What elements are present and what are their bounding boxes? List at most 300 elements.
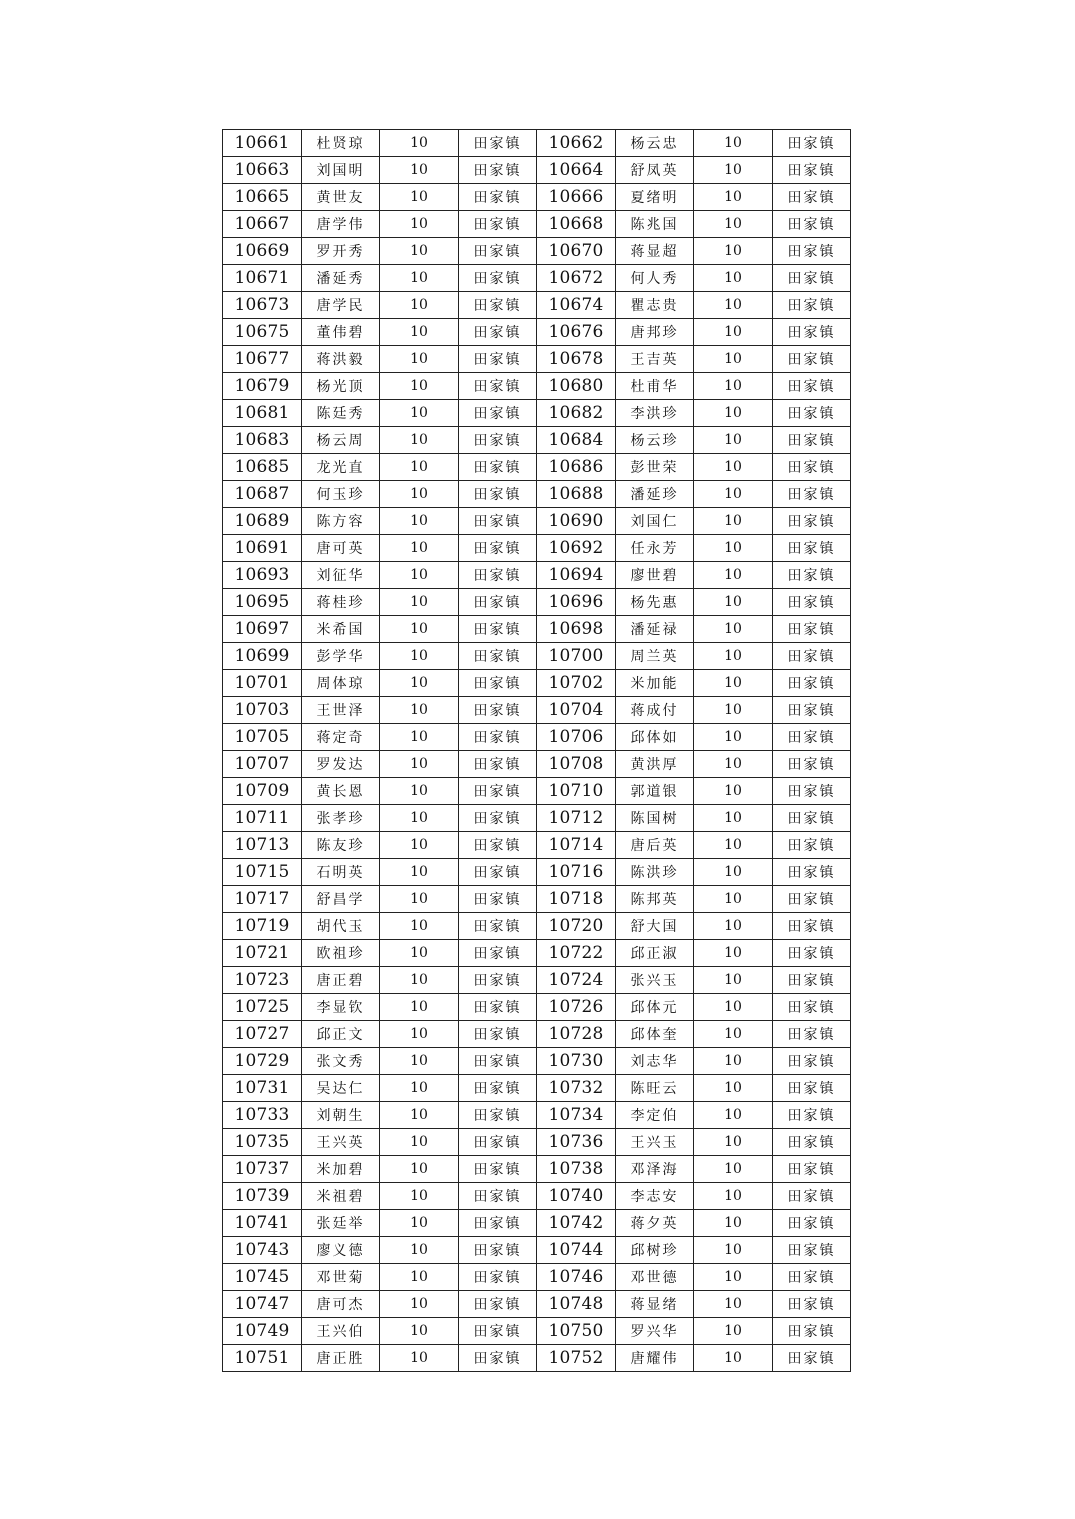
right-id-cell: 10712 [537, 805, 616, 832]
left-value-cell: 10 [380, 1129, 459, 1156]
right-name-cell: 刘志华 [616, 1048, 694, 1075]
right-value-cell: 10 [694, 157, 773, 184]
left-id-cell: 10741 [223, 1210, 302, 1237]
right-id-cell: 10670 [537, 238, 616, 265]
right-name-cell: 黄洪厚 [616, 751, 694, 778]
left-name-cell: 石明英 [302, 859, 380, 886]
left-id-cell: 10695 [223, 589, 302, 616]
left-town-cell: 田家镇 [459, 697, 537, 724]
right-name-cell: 杨云珍 [616, 427, 694, 454]
left-town-cell: 田家镇 [459, 994, 537, 1021]
right-town-cell: 田家镇 [773, 724, 851, 751]
right-value-cell: 10 [694, 1291, 773, 1318]
table-row [223, 913, 851, 940]
left-town-cell: 田家镇 [459, 184, 537, 211]
left-name-cell: 龙光直 [302, 454, 380, 481]
right-id-cell: 10720 [537, 913, 616, 940]
right-town-cell: 田家镇 [773, 751, 851, 778]
left-id-cell: 10725 [223, 994, 302, 1021]
left-value-cell: 10 [380, 508, 459, 535]
right-town-cell: 田家镇 [773, 886, 851, 913]
right-id-cell: 10694 [537, 562, 616, 589]
left-value-cell: 10 [380, 265, 459, 292]
right-name-cell: 杨先惠 [616, 589, 694, 616]
table-row [223, 1129, 851, 1156]
right-value-cell: 10 [694, 1048, 773, 1075]
left-value-cell: 10 [380, 1237, 459, 1264]
left-id-cell: 10681 [223, 400, 302, 427]
left-value-cell: 10 [380, 1345, 459, 1372]
left-id-cell: 10711 [223, 805, 302, 832]
table-row [223, 751, 851, 778]
left-id-cell: 10683 [223, 427, 302, 454]
left-id-cell: 10729 [223, 1048, 302, 1075]
left-value-cell: 10 [380, 481, 459, 508]
right-town-cell: 田家镇 [773, 913, 851, 940]
right-name-cell: 王吉英 [616, 346, 694, 373]
right-value-cell: 10 [694, 1237, 773, 1264]
right-town-cell: 田家镇 [773, 859, 851, 886]
right-town-cell: 田家镇 [773, 643, 851, 670]
right-value-cell: 10 [694, 184, 773, 211]
right-value-cell: 10 [694, 994, 773, 1021]
left-id-cell: 10747 [223, 1291, 302, 1318]
right-id-cell: 10728 [537, 1021, 616, 1048]
right-name-cell: 邱体奎 [616, 1021, 694, 1048]
right-town-cell: 田家镇 [773, 1345, 851, 1372]
left-town-cell: 田家镇 [459, 1129, 537, 1156]
left-id-cell: 10669 [223, 238, 302, 265]
right-id-cell: 10698 [537, 616, 616, 643]
right-name-cell: 蒋成付 [616, 697, 694, 724]
right-value-cell: 10 [694, 1075, 773, 1102]
right-value-cell: 10 [694, 697, 773, 724]
right-value-cell: 10 [694, 886, 773, 913]
right-town-cell: 田家镇 [773, 697, 851, 724]
right-town-cell: 田家镇 [773, 1183, 851, 1210]
table-row [223, 1291, 851, 1318]
left-value-cell: 10 [380, 1291, 459, 1318]
left-town-cell: 田家镇 [459, 859, 537, 886]
left-name-cell: 王兴英 [302, 1129, 380, 1156]
table-row [223, 535, 851, 562]
right-id-cell: 10680 [537, 373, 616, 400]
left-name-cell: 王兴伯 [302, 1318, 380, 1345]
right-id-cell: 10708 [537, 751, 616, 778]
left-town-cell: 田家镇 [459, 724, 537, 751]
table-row [223, 184, 851, 211]
right-id-cell: 10716 [537, 859, 616, 886]
right-value-cell: 10 [694, 292, 773, 319]
right-value-cell: 10 [694, 1183, 773, 1210]
left-name-cell: 罗开秀 [302, 238, 380, 265]
right-name-cell: 蒋显超 [616, 238, 694, 265]
roster-table-body [223, 130, 851, 1372]
left-town-cell: 田家镇 [459, 805, 537, 832]
left-value-cell: 10 [380, 616, 459, 643]
table-row [223, 211, 851, 238]
left-value-cell: 10 [380, 697, 459, 724]
table-row [223, 832, 851, 859]
right-town-cell: 田家镇 [773, 994, 851, 1021]
right-town-cell: 田家镇 [773, 373, 851, 400]
left-id-cell: 10717 [223, 886, 302, 913]
left-value-cell: 10 [380, 211, 459, 238]
right-value-cell: 10 [694, 535, 773, 562]
left-id-cell: 10739 [223, 1183, 302, 1210]
left-name-cell: 黄世友 [302, 184, 380, 211]
left-id-cell: 10743 [223, 1237, 302, 1264]
left-value-cell: 10 [380, 670, 459, 697]
left-town-cell: 田家镇 [459, 1318, 537, 1345]
left-value-cell: 10 [380, 373, 459, 400]
right-value-cell: 10 [694, 778, 773, 805]
table-row [223, 589, 851, 616]
right-id-cell: 10684 [537, 427, 616, 454]
right-town-cell: 田家镇 [773, 454, 851, 481]
left-value-cell: 10 [380, 832, 459, 859]
left-name-cell: 杜贤琼 [302, 130, 380, 157]
left-id-cell: 10719 [223, 913, 302, 940]
right-name-cell: 陈旺云 [616, 1075, 694, 1102]
right-id-cell: 10690 [537, 508, 616, 535]
right-town-cell: 田家镇 [773, 1102, 851, 1129]
left-value-cell: 10 [380, 535, 459, 562]
left-id-cell: 10693 [223, 562, 302, 589]
right-name-cell: 何人秀 [616, 265, 694, 292]
right-id-cell: 10686 [537, 454, 616, 481]
table-row [223, 994, 851, 1021]
right-value-cell: 10 [694, 427, 773, 454]
right-town-cell: 田家镇 [773, 562, 851, 589]
left-name-cell: 陈方容 [302, 508, 380, 535]
right-value-cell: 10 [694, 130, 773, 157]
left-name-cell: 唐可英 [302, 535, 380, 562]
left-town-cell: 田家镇 [459, 967, 537, 994]
left-id-cell: 10685 [223, 454, 302, 481]
left-value-cell: 10 [380, 805, 459, 832]
right-name-cell: 张兴玉 [616, 967, 694, 994]
table-row [223, 778, 851, 805]
right-name-cell: 刘国仁 [616, 508, 694, 535]
right-town-cell: 田家镇 [773, 805, 851, 832]
left-id-cell: 10749 [223, 1318, 302, 1345]
right-value-cell: 10 [694, 1345, 773, 1372]
right-id-cell: 10704 [537, 697, 616, 724]
table-row [223, 1183, 851, 1210]
right-name-cell: 任永芳 [616, 535, 694, 562]
table-row [223, 1210, 851, 1237]
right-value-cell: 10 [694, 643, 773, 670]
left-town-cell: 田家镇 [459, 589, 537, 616]
left-value-cell: 10 [380, 643, 459, 670]
right-name-cell: 陈洪珍 [616, 859, 694, 886]
left-town-cell: 田家镇 [459, 211, 537, 238]
left-id-cell: 10745 [223, 1264, 302, 1291]
left-town-cell: 田家镇 [459, 616, 537, 643]
right-name-cell: 唐邦珍 [616, 319, 694, 346]
right-name-cell: 潘延珍 [616, 481, 694, 508]
right-id-cell: 10724 [537, 967, 616, 994]
right-name-cell: 潘延禄 [616, 616, 694, 643]
table-row [223, 130, 851, 157]
right-id-cell: 10666 [537, 184, 616, 211]
left-name-cell: 唐学民 [302, 292, 380, 319]
left-id-cell: 10699 [223, 643, 302, 670]
right-town-cell: 田家镇 [773, 157, 851, 184]
left-value-cell: 10 [380, 1264, 459, 1291]
left-town-cell: 田家镇 [459, 1264, 537, 1291]
right-id-cell: 10688 [537, 481, 616, 508]
table-row [223, 1237, 851, 1264]
left-town-cell: 田家镇 [459, 238, 537, 265]
right-name-cell: 唐耀伟 [616, 1345, 694, 1372]
left-id-cell: 10675 [223, 319, 302, 346]
left-id-cell: 10715 [223, 859, 302, 886]
right-name-cell: 周兰英 [616, 643, 694, 670]
right-name-cell: 罗兴华 [616, 1318, 694, 1345]
right-value-cell: 10 [694, 562, 773, 589]
left-town-cell: 田家镇 [459, 400, 537, 427]
right-value-cell: 10 [694, 319, 773, 346]
left-town-cell: 田家镇 [459, 1102, 537, 1129]
right-id-cell: 10722 [537, 940, 616, 967]
left-value-cell: 10 [380, 130, 459, 157]
left-value-cell: 10 [380, 346, 459, 373]
right-id-cell: 10696 [537, 589, 616, 616]
left-id-cell: 10663 [223, 157, 302, 184]
left-name-cell: 欧祖珍 [302, 940, 380, 967]
table-row [223, 1318, 851, 1345]
left-id-cell: 10727 [223, 1021, 302, 1048]
left-town-cell: 田家镇 [459, 265, 537, 292]
right-name-cell: 邓世德 [616, 1264, 694, 1291]
table-row [223, 859, 851, 886]
left-value-cell: 10 [380, 238, 459, 265]
left-town-cell: 田家镇 [459, 1345, 537, 1372]
right-id-cell: 10674 [537, 292, 616, 319]
left-value-cell: 10 [380, 454, 459, 481]
left-name-cell: 唐正碧 [302, 967, 380, 994]
left-name-cell: 吴达仁 [302, 1075, 380, 1102]
left-value-cell: 10 [380, 319, 459, 346]
left-value-cell: 10 [380, 400, 459, 427]
right-value-cell: 10 [694, 751, 773, 778]
right-id-cell: 10718 [537, 886, 616, 913]
left-name-cell: 刘国明 [302, 157, 380, 184]
left-id-cell: 10687 [223, 481, 302, 508]
table-row [223, 427, 851, 454]
roster-table [222, 129, 851, 1372]
right-name-cell: 舒大国 [616, 913, 694, 940]
table-row [223, 1345, 851, 1372]
right-id-cell: 10748 [537, 1291, 616, 1318]
right-value-cell: 10 [694, 1021, 773, 1048]
left-town-cell: 田家镇 [459, 535, 537, 562]
right-id-cell: 10740 [537, 1183, 616, 1210]
right-name-cell: 邱正淑 [616, 940, 694, 967]
right-town-cell: 田家镇 [773, 265, 851, 292]
right-town-cell: 田家镇 [773, 319, 851, 346]
table-row [223, 1102, 851, 1129]
left-town-cell: 田家镇 [459, 1021, 537, 1048]
right-value-cell: 10 [694, 508, 773, 535]
left-town-cell: 田家镇 [459, 670, 537, 697]
table-row [223, 940, 851, 967]
left-value-cell: 10 [380, 1318, 459, 1345]
left-value-cell: 10 [380, 778, 459, 805]
left-name-cell: 刘征华 [302, 562, 380, 589]
left-id-cell: 10723 [223, 967, 302, 994]
left-value-cell: 10 [380, 1075, 459, 1102]
left-value-cell: 10 [380, 994, 459, 1021]
left-id-cell: 10661 [223, 130, 302, 157]
right-value-cell: 10 [694, 265, 773, 292]
right-name-cell: 李定伯 [616, 1102, 694, 1129]
right-town-cell: 田家镇 [773, 130, 851, 157]
left-value-cell: 10 [380, 1210, 459, 1237]
right-value-cell: 10 [694, 616, 773, 643]
left-town-cell: 田家镇 [459, 508, 537, 535]
right-value-cell: 10 [694, 1102, 773, 1129]
right-name-cell: 陈国树 [616, 805, 694, 832]
table-row [223, 1048, 851, 1075]
left-town-cell: 田家镇 [459, 1075, 537, 1102]
right-value-cell: 10 [694, 832, 773, 859]
right-name-cell: 舒凤英 [616, 157, 694, 184]
right-name-cell: 邓泽海 [616, 1156, 694, 1183]
left-town-cell: 田家镇 [459, 886, 537, 913]
left-town-cell: 田家镇 [459, 1210, 537, 1237]
right-town-cell: 田家镇 [773, 1264, 851, 1291]
table-row [223, 643, 851, 670]
table-row [223, 697, 851, 724]
right-name-cell: 蒋夕英 [616, 1210, 694, 1237]
right-town-cell: 田家镇 [773, 1075, 851, 1102]
left-town-cell: 田家镇 [459, 1048, 537, 1075]
left-town-cell: 田家镇 [459, 481, 537, 508]
left-id-cell: 10673 [223, 292, 302, 319]
left-town-cell: 田家镇 [459, 292, 537, 319]
right-name-cell: 邱体如 [616, 724, 694, 751]
left-name-cell: 刘朝生 [302, 1102, 380, 1129]
right-name-cell: 邱体元 [616, 994, 694, 1021]
right-town-cell: 田家镇 [773, 427, 851, 454]
right-id-cell: 10746 [537, 1264, 616, 1291]
right-id-cell: 10738 [537, 1156, 616, 1183]
left-town-cell: 田家镇 [459, 940, 537, 967]
right-name-cell: 郭道银 [616, 778, 694, 805]
left-id-cell: 10721 [223, 940, 302, 967]
right-town-cell: 田家镇 [773, 589, 851, 616]
left-name-cell: 胡代玉 [302, 913, 380, 940]
left-id-cell: 10665 [223, 184, 302, 211]
right-id-cell: 10662 [537, 130, 616, 157]
right-town-cell: 田家镇 [773, 481, 851, 508]
right-value-cell: 10 [694, 211, 773, 238]
right-id-cell: 10710 [537, 778, 616, 805]
right-id-cell: 10678 [537, 346, 616, 373]
left-id-cell: 10667 [223, 211, 302, 238]
table-row [223, 724, 851, 751]
left-town-cell: 田家镇 [459, 1156, 537, 1183]
right-id-cell: 10744 [537, 1237, 616, 1264]
table-row [223, 670, 851, 697]
left-name-cell: 唐可杰 [302, 1291, 380, 1318]
right-name-cell: 米加能 [616, 670, 694, 697]
left-id-cell: 10733 [223, 1102, 302, 1129]
right-name-cell: 杜甫华 [616, 373, 694, 400]
right-value-cell: 10 [694, 967, 773, 994]
left-id-cell: 10679 [223, 373, 302, 400]
right-id-cell: 10736 [537, 1129, 616, 1156]
left-id-cell: 10707 [223, 751, 302, 778]
right-value-cell: 10 [694, 724, 773, 751]
left-town-cell: 田家镇 [459, 319, 537, 346]
table-row [223, 454, 851, 481]
right-town-cell: 田家镇 [773, 238, 851, 265]
right-name-cell: 邱树珍 [616, 1237, 694, 1264]
left-name-cell: 邱正文 [302, 1021, 380, 1048]
right-id-cell: 10664 [537, 157, 616, 184]
table-row [223, 1075, 851, 1102]
right-name-cell: 陈兆国 [616, 211, 694, 238]
table-row [223, 508, 851, 535]
left-id-cell: 10751 [223, 1345, 302, 1372]
left-town-cell: 田家镇 [459, 1183, 537, 1210]
right-id-cell: 10676 [537, 319, 616, 346]
left-town-cell: 田家镇 [459, 643, 537, 670]
right-value-cell: 10 [694, 1210, 773, 1237]
right-id-cell: 10706 [537, 724, 616, 751]
table-row [223, 265, 851, 292]
table-row [223, 886, 851, 913]
left-name-cell: 米祖碧 [302, 1183, 380, 1210]
left-name-cell: 彭学华 [302, 643, 380, 670]
left-name-cell: 何玉珍 [302, 481, 380, 508]
right-value-cell: 10 [694, 859, 773, 886]
left-id-cell: 10709 [223, 778, 302, 805]
right-town-cell: 田家镇 [773, 292, 851, 319]
left-name-cell: 张文秀 [302, 1048, 380, 1075]
left-id-cell: 10737 [223, 1156, 302, 1183]
left-id-cell: 10713 [223, 832, 302, 859]
right-id-cell: 10668 [537, 211, 616, 238]
table-row [223, 481, 851, 508]
left-town-cell: 田家镇 [459, 913, 537, 940]
right-town-cell: 田家镇 [773, 184, 851, 211]
left-id-cell: 10691 [223, 535, 302, 562]
right-name-cell: 李洪珍 [616, 400, 694, 427]
table-row [223, 319, 851, 346]
left-name-cell: 张孝珍 [302, 805, 380, 832]
left-value-cell: 10 [380, 184, 459, 211]
left-value-cell: 10 [380, 1048, 459, 1075]
right-town-cell: 田家镇 [773, 535, 851, 562]
left-name-cell: 唐正胜 [302, 1345, 380, 1372]
right-id-cell: 10750 [537, 1318, 616, 1345]
right-id-cell: 10730 [537, 1048, 616, 1075]
table-row [223, 562, 851, 589]
table-row [223, 157, 851, 184]
table-row [223, 346, 851, 373]
left-name-cell: 唐学伟 [302, 211, 380, 238]
left-name-cell: 杨云周 [302, 427, 380, 454]
right-town-cell: 田家镇 [773, 967, 851, 994]
left-town-cell: 田家镇 [459, 751, 537, 778]
left-town-cell: 田家镇 [459, 157, 537, 184]
right-name-cell: 陈邦英 [616, 886, 694, 913]
